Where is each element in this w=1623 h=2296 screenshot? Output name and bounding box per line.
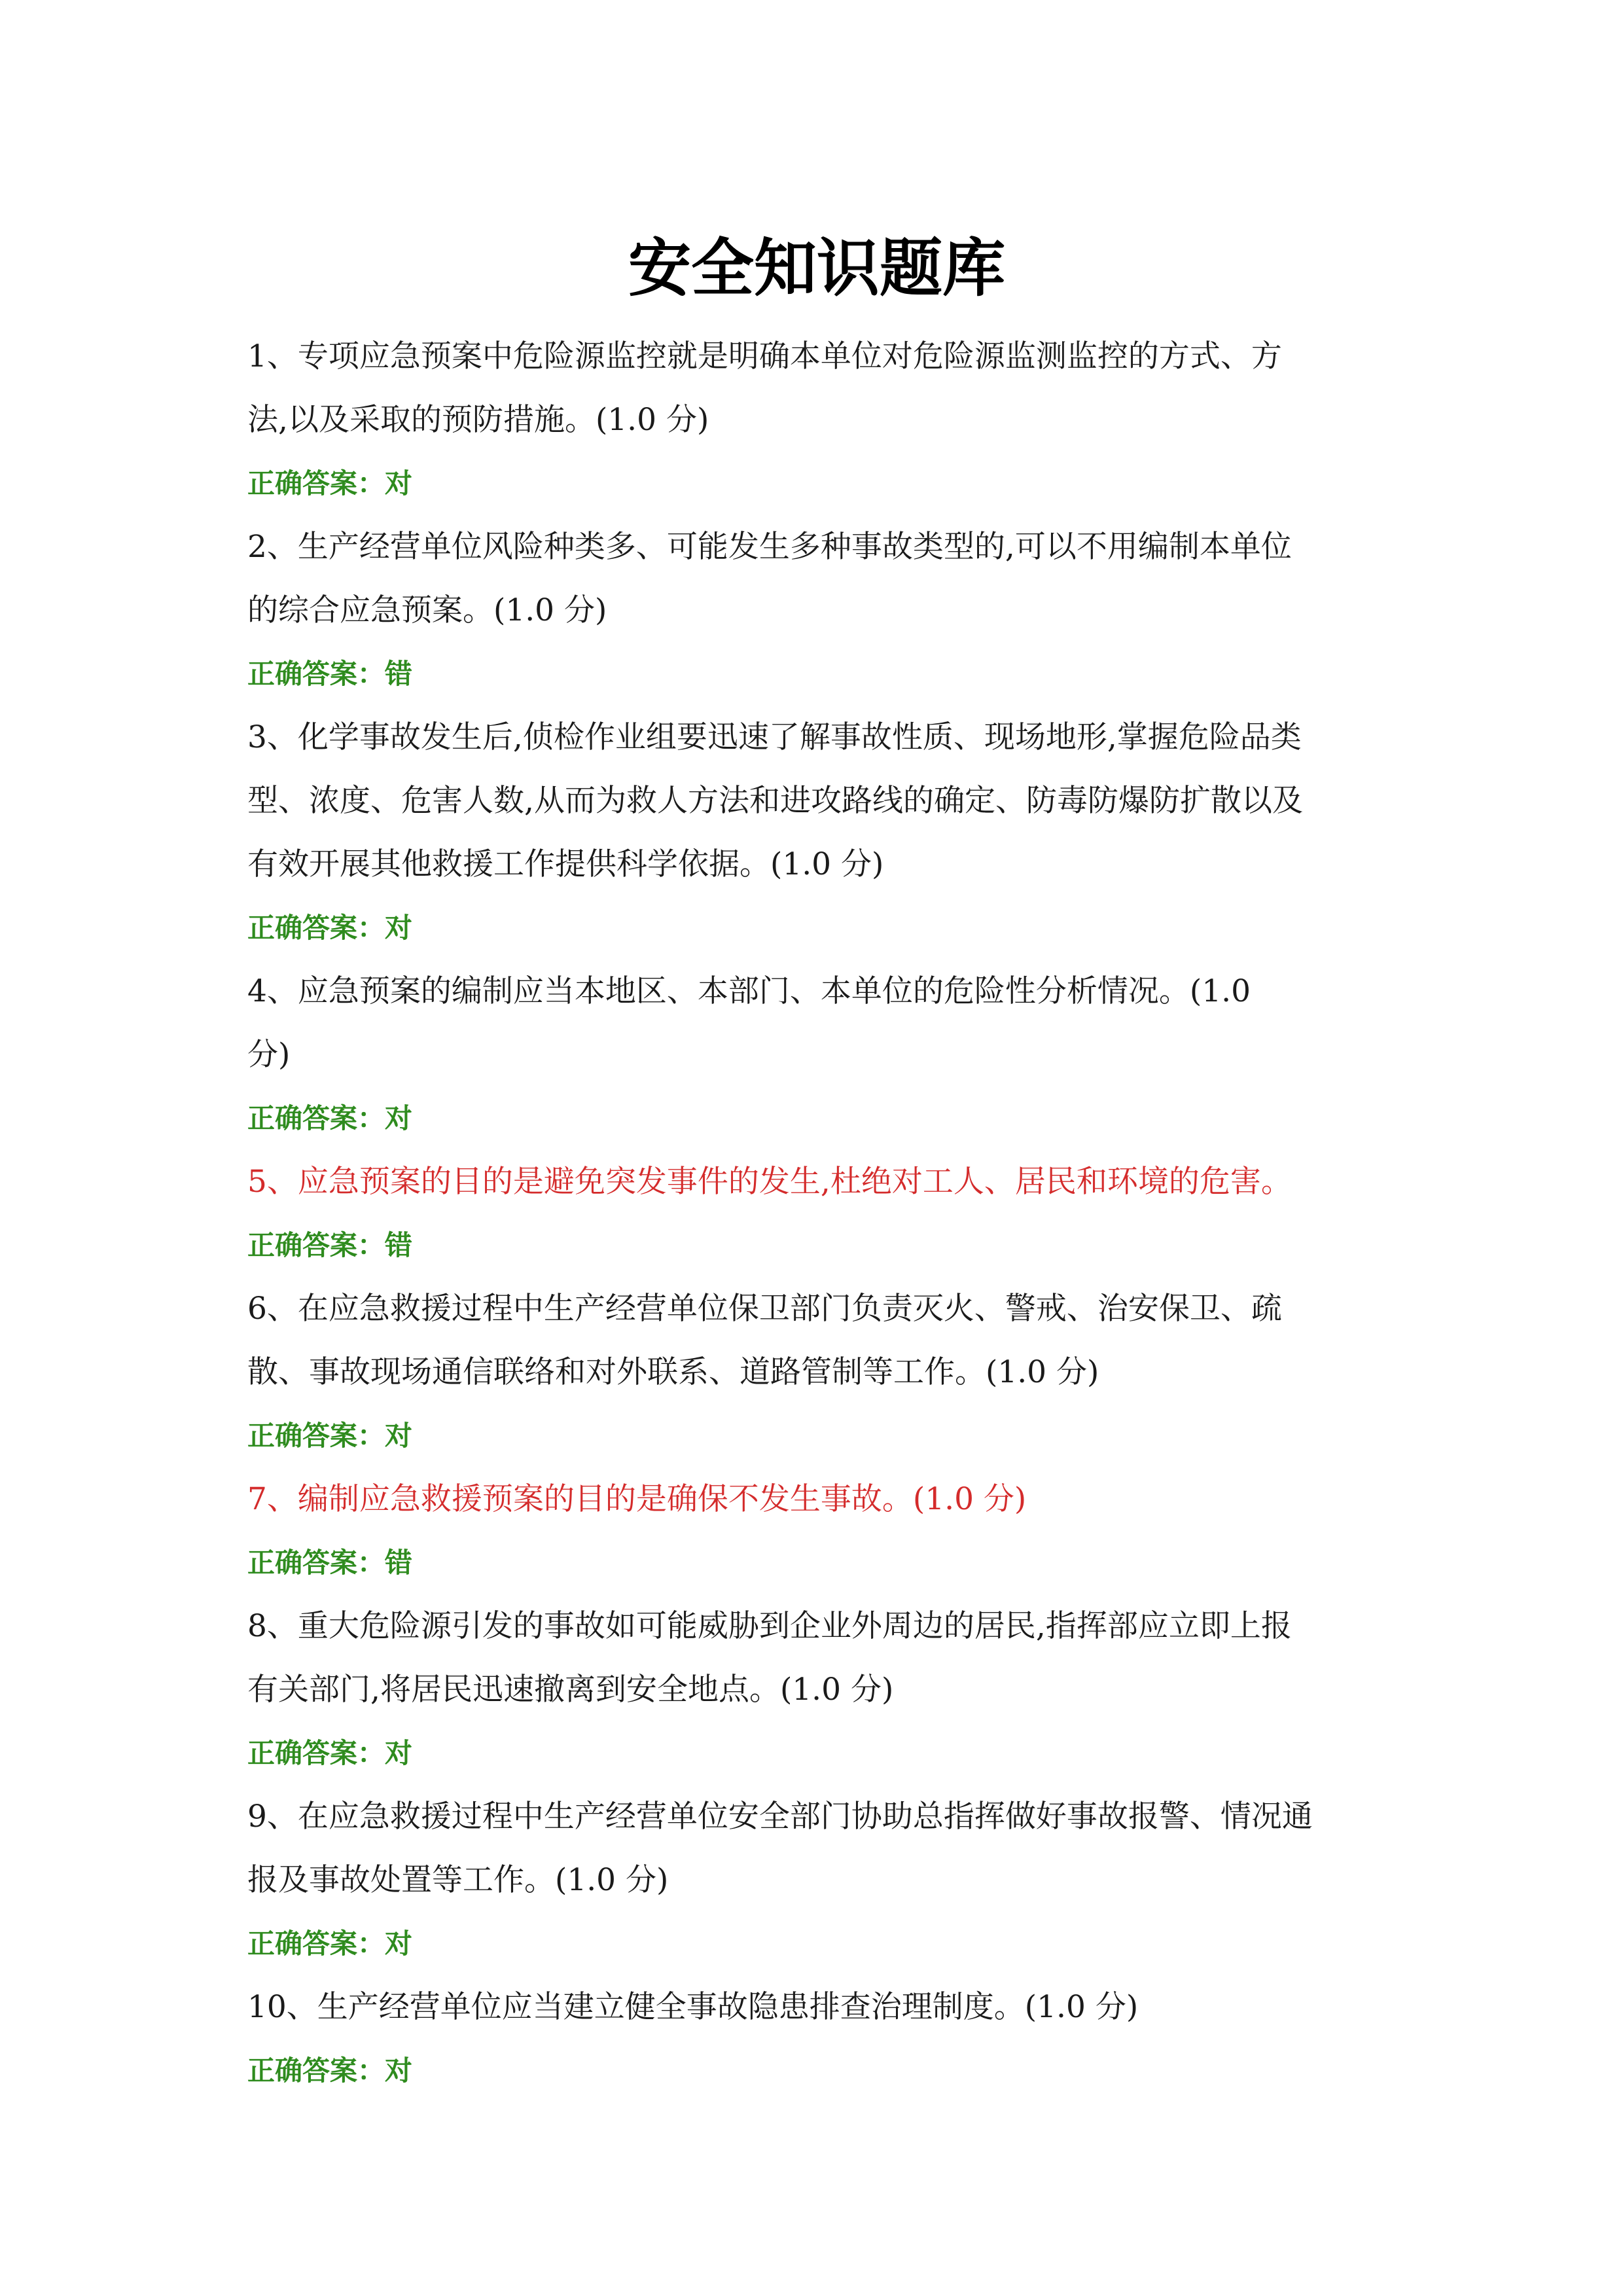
correct-answer (247, 2039, 1399, 2102)
question-text-line: 有关部门,将居民迅速撤离到安全地点。(1.0 分) (247, 1672, 894, 1708)
answer-value: 对 (385, 2054, 413, 2087)
question-text-line: 9、在应急救援过程中生产经营单位安全部门协助总指挥做好事故报警、情况通 (247, 1799, 1313, 1835)
correct-answer (247, 1531, 1399, 1594)
correct-answer (247, 642, 1399, 706)
question-text-line: 5、应急预案的目的是避免突发事件的发生,杜绝对工人、居民和环境的危害。 (247, 1164, 1292, 1200)
question-text-line: 分) (247, 1037, 291, 1073)
answer-label: 正确答案： (247, 2054, 385, 2087)
question-list (247, 325, 1399, 2102)
answer-value: 错 (385, 658, 413, 690)
answer-value: 对 (385, 1928, 413, 1960)
question-text-line: 3、化学事故发生后,侦检作业组要迅速了解事故性质、现场地形,掌握危险品类 (247, 719, 1302, 755)
question-text-line: 法,以及采取的预防措施。(1.0 分) (247, 402, 709, 438)
answer-value: 错 (385, 1547, 413, 1579)
answer-label: 正确答案： (247, 1102, 385, 1134)
question-text-line: 6、在应急救援过程中生产经营单位保卫部门负责灭火、警戒、治安保卫、疏 (247, 1291, 1282, 1327)
answer-label: 正确答案： (247, 1547, 385, 1579)
correct-answer (247, 1086, 1399, 1150)
document-page (247, 223, 1399, 2102)
answer-label: 正确答案： (247, 1229, 385, 1261)
correct-answer (247, 452, 1399, 515)
correct-answer (247, 1721, 1399, 1785)
document-title: 安全知识题库 (628, 232, 1005, 305)
answer-label: 正确答案： (247, 1928, 385, 1960)
answer-value: 对 (385, 467, 413, 499)
question-text-line: 7、编制应急救援预案的目的是确保不发生事故。(1.0 分) (247, 1481, 1027, 1517)
answer-value: 对 (385, 1420, 413, 1452)
question-text-line: 2、生产经营单位风险种类多、可能发生多种事故类型的,可以不用编制本单位 (247, 529, 1292, 565)
answer-label: 正确答案： (247, 1420, 385, 1452)
answer-value: 对 (385, 1102, 413, 1134)
question-text-line: 散、事故现场通信联络和对外联系、道路管制等工作。(1.0 分) (247, 1354, 1099, 1390)
answer-value: 错 (385, 1229, 413, 1261)
correct-answer (247, 896, 1399, 960)
correct-answer (247, 1213, 1399, 1277)
answer-label: 正确答案： (247, 658, 385, 690)
answer-label: 正确答案： (247, 467, 385, 499)
answer-label: 正确答案： (247, 1737, 385, 1769)
question-text-line: 的综合应急预案。(1.0 分) (247, 592, 607, 628)
correct-answer (247, 1912, 1399, 1975)
question-text-line: 有效开展其他救援工作提供科学依据。(1.0 分) (247, 846, 884, 882)
answer-label: 正确答案： (247, 912, 385, 944)
question-text-line: 4、应急预案的编制应当本地区、本部门、本单位的危险性分析情况。(1.0 (247, 973, 1251, 1009)
answer-value: 对 (385, 1737, 413, 1769)
question-text-line: 10、生产经营单位应当建立健全事故隐患排查治理制度。(1.0 分) (247, 1989, 1139, 2025)
correct-answer (247, 1404, 1399, 1467)
answer-value: 对 (385, 912, 413, 944)
question-text-line: 1、专项应急预案中危险源监控就是明确本单位对危险源监测监控的方式、方 (247, 338, 1282, 374)
question-text-line: 报及事故处置等工作。(1.0 分) (247, 1862, 669, 1898)
question-text-line: 8、重大危险源引发的事故如可能威胁到企业外周边的居民,指挥部应立即上报 (247, 1608, 1292, 1644)
question-text-line: 型、浓度、危害人数,从而为救人方法和进攻路线的确定、防毒防爆防扩散以及 (247, 783, 1303, 819)
